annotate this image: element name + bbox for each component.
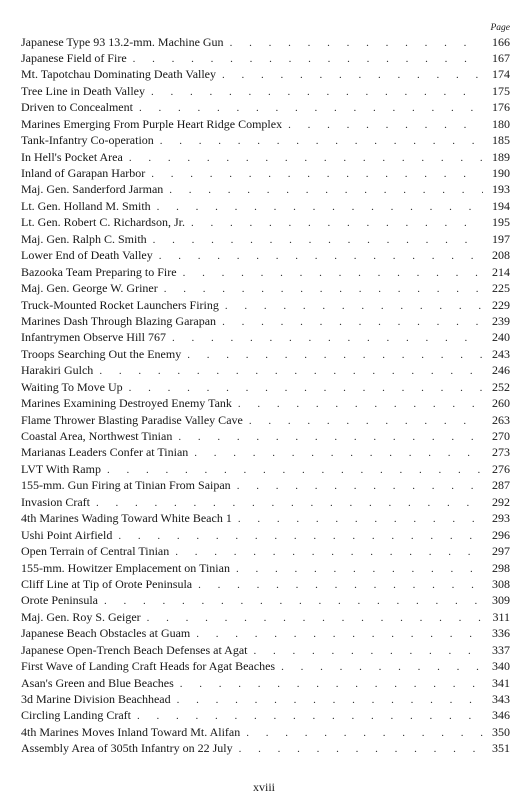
- list-item: [21, 329, 510, 345]
- list-item: [21, 609, 510, 625]
- entry-page-number: 175: [492, 83, 510, 98]
- list-item: [21, 707, 510, 723]
- list-item: [21, 543, 510, 559]
- list-item: [21, 379, 510, 395]
- dot-leader: [118, 528, 483, 543]
- dot-leader: [230, 35, 483, 50]
- dot-leader: [198, 577, 483, 592]
- dot-leader: [222, 314, 483, 329]
- list-item: [21, 247, 510, 263]
- entry-title: Flame Thrower Blasting Paradise Valley Cave: [21, 412, 243, 427]
- list-item: [21, 576, 510, 592]
- list-item: [21, 658, 510, 674]
- entry-title: Maj. Gen. Roy S. Geiger: [21, 609, 141, 624]
- entry-title: Mt. Tapotchau Dominating Death Valley: [21, 67, 217, 82]
- entry-page-number: 166: [492, 34, 510, 49]
- entry-title: 4th Marines Wading Toward White Beach 1: [21, 511, 232, 526]
- dot-leader: [172, 330, 483, 345]
- dot-leader: [191, 215, 483, 230]
- entry-title: Maj. Gen. George W. Griner: [21, 281, 158, 296]
- dot-leader: [175, 544, 483, 559]
- list-item: [21, 428, 510, 444]
- list-item: [21, 198, 510, 214]
- entry-page-number: 343: [492, 692, 510, 706]
- entry-title: Japanese Type 93 13.2-mm. Machine Gun: [21, 34, 224, 49]
- list-item: [21, 625, 510, 641]
- list-item: [21, 214, 510, 230]
- dot-leader: [178, 429, 483, 444]
- entry-page-number: 337: [492, 642, 510, 657]
- dot-leader: [96, 495, 483, 510]
- list-item: [21, 149, 510, 165]
- entry-page-number: 208: [492, 248, 510, 263]
- entry-title: Driven to Concealment: [21, 100, 133, 115]
- dot-leader: [249, 413, 483, 428]
- entry-title: 155-mm. Gun Firing at Tinian From Saipan: [21, 478, 231, 493]
- list-item: [21, 165, 510, 181]
- entry-page-number: 309: [492, 593, 510, 608]
- entry-title: Lt. Gen. Robert C. Richardson, Jr.: [21, 215, 185, 230]
- page-column-header: Page: [490, 23, 510, 33]
- entry-page-number: 276: [492, 461, 510, 476]
- entry-title: Coastal Area, Northwest Tinian: [21, 429, 173, 443]
- dot-leader: [169, 182, 483, 197]
- dot-leader: [236, 561, 483, 576]
- entry-title: Troops Searching Out the Enemy: [21, 346, 182, 361]
- entry-title: Open Terrain of Central Tinian: [21, 544, 170, 559]
- entry-title: In Hell's Pocket Area: [21, 149, 123, 164]
- list-item: [21, 132, 510, 148]
- illustrations-list: [21, 34, 510, 757]
- page-folio: xviii: [252, 780, 275, 794]
- list-item: [21, 313, 510, 329]
- list-item: [21, 83, 510, 99]
- entry-page-number: 176: [492, 100, 510, 115]
- entry-title: Japanese Open-Trench Beach Defenses at Agat: [21, 642, 248, 657]
- entry-title: Harakiri Gulch: [21, 363, 94, 378]
- entry-page-number: 225: [492, 281, 510, 296]
- list-item: [21, 675, 510, 691]
- entry-title: Infantrymen Observe Hill 767: [21, 330, 166, 345]
- entry-page-number: 243: [492, 346, 510, 361]
- dot-leader: [104, 593, 483, 608]
- list-item: [21, 592, 510, 608]
- dot-leader: [246, 725, 483, 740]
- list-item: [21, 444, 510, 460]
- list-item: [21, 395, 510, 411]
- entry-title: Cliff Line at Tip of Orote Peninsula: [21, 576, 193, 591]
- dot-leader: [177, 692, 483, 707]
- entry-title: Lower End of Death Valley: [21, 248, 153, 263]
- entry-title: Tree Line in Death Valley: [21, 83, 145, 98]
- list-item: [21, 642, 510, 658]
- list-item: [21, 264, 510, 280]
- list-item: [21, 740, 510, 756]
- entry-title: 4th Marines Moves Inland Toward Mt. Alifan: [21, 724, 241, 739]
- entry-page-number: 197: [492, 231, 510, 246]
- list-item: [21, 181, 510, 197]
- entry-title: 155-mm. Howitzer Emplacement on Tinian: [21, 560, 230, 575]
- entry-page-number: 260: [492, 396, 510, 411]
- dot-leader: [194, 445, 483, 460]
- dot-leader: [151, 84, 483, 99]
- entry-page-number: 297: [492, 544, 510, 559]
- entry-title: Maj. Gen. Ralph C. Smith: [21, 231, 147, 246]
- entry-page-number: 167: [492, 50, 510, 65]
- entry-page-number: 180: [492, 116, 510, 131]
- dot-leader: [238, 511, 483, 526]
- entry-title: Tank-Infantry Co-operation: [21, 133, 154, 148]
- list-item: [21, 560, 510, 576]
- list-item: [21, 724, 510, 740]
- entry-page-number: 336: [492, 626, 510, 641]
- entry-title: Circling Landing Craft: [21, 708, 131, 723]
- entry-title: Marines Examining Destroyed Enemy Tank: [21, 396, 232, 411]
- list-item: [21, 280, 510, 296]
- entry-page-number: 229: [492, 297, 510, 312]
- entry-title: Ushi Point Airfield: [21, 527, 113, 542]
- dot-leader: [183, 265, 483, 280]
- list-item: [21, 346, 510, 362]
- entry-title: Bazooka Team Preparing to Fire: [21, 264, 177, 279]
- entry-page-number: 270: [492, 429, 510, 443]
- list-item: [21, 99, 510, 115]
- entry-page-number: 311: [492, 609, 510, 624]
- entry-title: LVT With Ramp: [21, 461, 101, 476]
- entry-page-number: 292: [492, 494, 510, 509]
- dot-leader: [137, 708, 483, 723]
- dot-leader: [187, 347, 483, 362]
- dot-leader: [99, 363, 483, 378]
- entry-title: Japanese Field of Fire: [21, 50, 127, 65]
- entry-page-number: 214: [492, 264, 510, 279]
- entry-title: Maj. Gen. Sanderford Jarman: [21, 182, 164, 197]
- list-item: [21, 297, 510, 313]
- dot-leader: [129, 380, 483, 395]
- list-item: [21, 461, 510, 477]
- entry-page-number: 174: [492, 67, 510, 82]
- entry-page-number: 185: [492, 133, 510, 148]
- dot-leader: [225, 298, 483, 313]
- dot-leader: [107, 462, 483, 477]
- entry-title: Marines Dash Through Blazing Garapan: [21, 313, 217, 328]
- entry-page-number: 340: [492, 659, 510, 674]
- entry-title: Lt. Gen. Holland M. Smith: [21, 198, 151, 213]
- list-item: [21, 691, 510, 707]
- entry-title: Assembly Area of 305th Infantry on 22 July: [21, 741, 233, 756]
- entry-page-number: 341: [492, 675, 510, 690]
- dot-leader: [139, 100, 483, 115]
- entry-title: Marianas Leaders Confer at Tinian: [21, 445, 189, 460]
- dot-leader: [180, 676, 483, 691]
- dot-leader: [164, 281, 483, 296]
- dot-leader: [239, 741, 483, 756]
- entry-page-number: 287: [492, 478, 510, 493]
- entry-page-number: 308: [492, 576, 510, 591]
- dot-leader: [237, 478, 483, 493]
- entry-page-number: 350: [492, 724, 510, 739]
- entry-title: First Wave of Landing Craft Heads for Agat Beaches: [21, 659, 276, 674]
- entry-page-number: 190: [492, 166, 510, 180]
- dot-leader: [157, 199, 483, 214]
- list-item: [21, 231, 510, 247]
- entry-page-number: 252: [492, 379, 510, 394]
- dot-leader: [153, 232, 483, 247]
- dot-leader: [253, 643, 483, 658]
- list-item: [21, 50, 510, 66]
- entry-page-number: 195: [492, 215, 510, 230]
- entry-page-number: 351: [492, 741, 510, 756]
- dot-leader: [159, 248, 483, 263]
- entry-page-number: 193: [492, 182, 510, 197]
- entry-title: Orote Peninsula: [21, 593, 98, 608]
- entry-title: Japanese Beach Obstacles at Guam: [21, 626, 191, 641]
- dot-leader: [160, 133, 483, 148]
- list-item: [21, 116, 510, 132]
- dot-leader: [238, 396, 483, 411]
- entry-page-number: 296: [492, 527, 510, 542]
- entry-page-number: 189: [492, 149, 510, 164]
- entry-page-number: 194: [492, 198, 510, 213]
- entry-title: Inland of Garapan Harbor: [21, 166, 146, 180]
- list-item: [21, 494, 510, 510]
- dot-leader: [196, 626, 483, 641]
- entry-page-number: 293: [492, 511, 510, 526]
- entry-page-number: 263: [492, 412, 510, 427]
- entry-page-number: 273: [492, 445, 510, 460]
- dot-leader: [147, 610, 483, 625]
- entry-page-number: 239: [492, 313, 510, 328]
- dot-leader: [133, 51, 483, 66]
- entry-title: Waiting To Move Up: [21, 379, 123, 394]
- entry-title: 3d Marine Division Beachhead: [21, 692, 171, 706]
- entry-page-number: 246: [492, 363, 510, 378]
- list-item: [21, 66, 510, 82]
- dot-leader: [222, 67, 483, 82]
- list-item: [21, 362, 510, 378]
- list-item: [21, 510, 510, 526]
- dot-leader: [288, 117, 483, 132]
- list-item: [21, 527, 510, 543]
- entry-page-number: 298: [492, 560, 510, 575]
- dot-leader: [281, 659, 483, 674]
- list-item: [21, 412, 510, 428]
- entry-title: Asan's Green and Blue Beaches: [21, 675, 174, 690]
- entry-page-number: 240: [492, 330, 510, 345]
- dot-leader: [151, 166, 483, 181]
- entry-title: Truck-Mounted Rocket Launchers Firing: [21, 297, 219, 312]
- entry-page-number: 346: [492, 708, 510, 723]
- dot-leader: [129, 150, 483, 165]
- entry-title: Marines Emerging From Purple Heart Ridge Complex: [21, 116, 283, 131]
- list-item: [21, 34, 510, 50]
- entry-title: Invasion Craft: [21, 494, 90, 509]
- list-item: [21, 477, 510, 493]
